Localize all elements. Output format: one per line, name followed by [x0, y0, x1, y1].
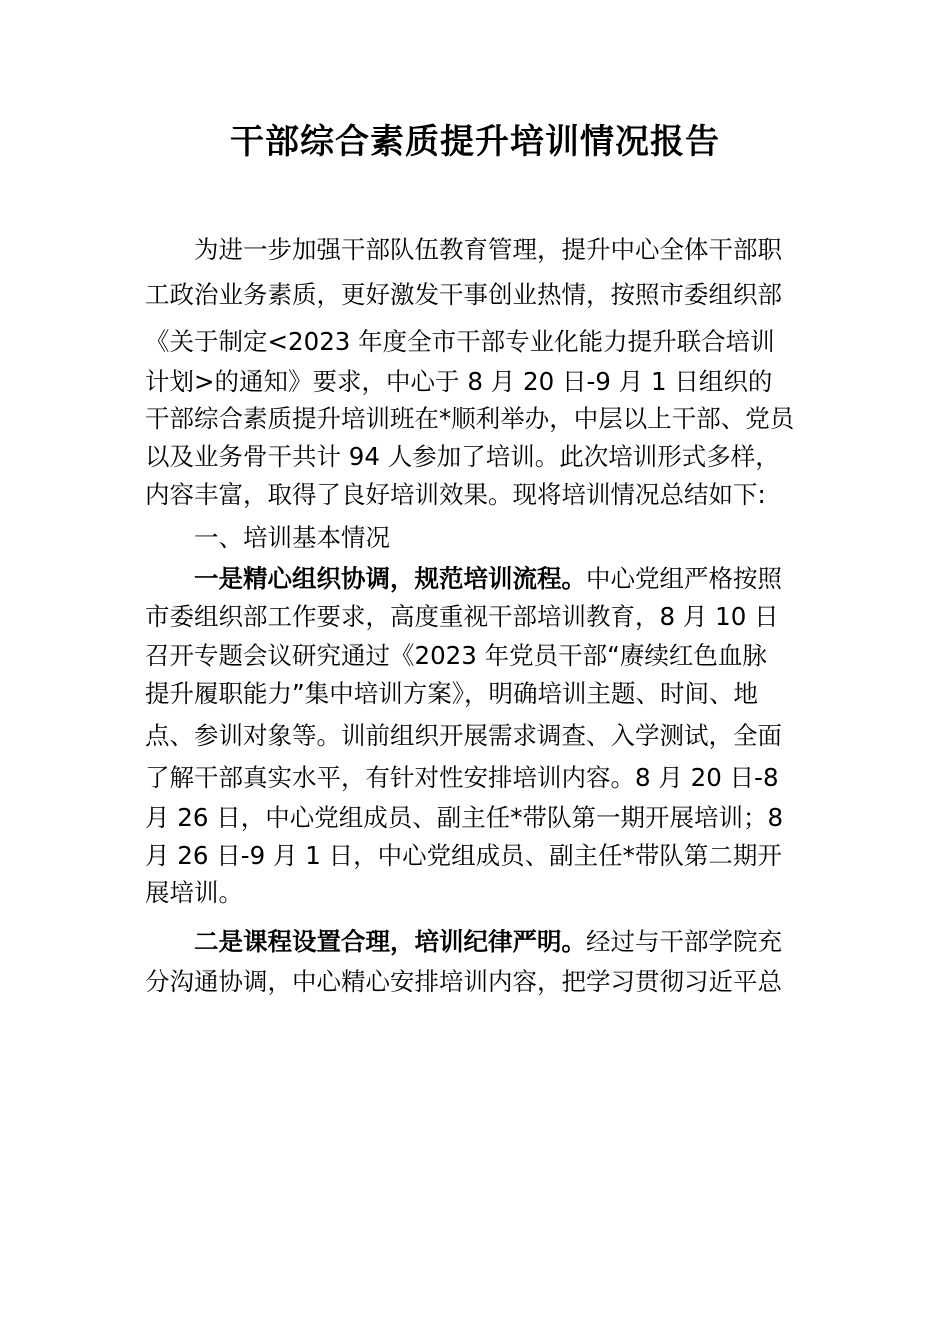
paragraph-lead: 一是精心组织协调，规范培训流程。	[194, 564, 586, 593]
paragraph-lead: 二是课程设置合理，培训纪律严明。	[194, 927, 586, 956]
text-segment: 市委组织部	[659, 280, 782, 309]
text-line: 以及业务骨干共计 94 人参加了培训。此次培训形式多样，	[145, 442, 780, 471]
text-line	[145, 674, 810, 714]
text-segment: ，明确培训主题、时间、地	[463, 679, 758, 708]
text-line: 召开专题会议研究通过《2023 年党员干部“赓续红色血脉	[145, 641, 767, 670]
text-line: 干部综合素质提升培训班在*顺利举办，中层以上干部、党员	[145, 404, 795, 433]
text-line: 内容丰富，取得了良好培训效果。现将培训情况总结如下:	[145, 480, 766, 509]
text-line: 为进一步加强干部队伍教育管理，提升中心全体干部职	[194, 235, 782, 264]
text-segment: 提升履职能力”集中培训方案》	[145, 679, 464, 708]
text-segment: 了解干部真实水平，有针对性安排培训内容。	[145, 763, 635, 792]
text-line: 计划>的通知》要求，中心于 8 月 20 日-9 月 1 日组织的	[145, 367, 773, 396]
text-line	[194, 922, 810, 962]
document-title: 干部综合素质提升培训情况报告	[230, 122, 720, 162]
text-line	[145, 758, 810, 798]
section-heading: 一、培训基本情况	[194, 523, 390, 552]
text-line: 月 26 日-9 月 1 日，中心党组成员、副主任*带队第二期开	[145, 841, 782, 870]
text-line: 《关于制定<2023 年度全市干部专业化能力提升联合培训	[145, 327, 775, 356]
text-line: 市委组织部工作要求，高度重视干部培训教育，8 月 10 日	[145, 602, 779, 631]
text-line: 展培训。	[145, 878, 243, 907]
text-segment: 中心党组严格按照	[586, 564, 782, 593]
text-line: 点、参训对象等。训前组织开展需求调查、入学测试，全面	[145, 721, 782, 750]
text-line: 月 26 日，中心党组成员、副主任*带队第一期开展培训；8	[145, 803, 784, 832]
text-segment: 经过与干部学院充	[586, 927, 782, 956]
text-line	[194, 559, 810, 599]
text-line: 分沟通协调，中心精心安排培训内容，把学习贯彻习近平总	[145, 967, 782, 996]
text-segment: 8 月 20 日-8	[635, 763, 779, 792]
text-line	[145, 275, 810, 315]
text-segment: 工政治业务素质，更好激发干事创业热情，按照	[145, 280, 660, 309]
